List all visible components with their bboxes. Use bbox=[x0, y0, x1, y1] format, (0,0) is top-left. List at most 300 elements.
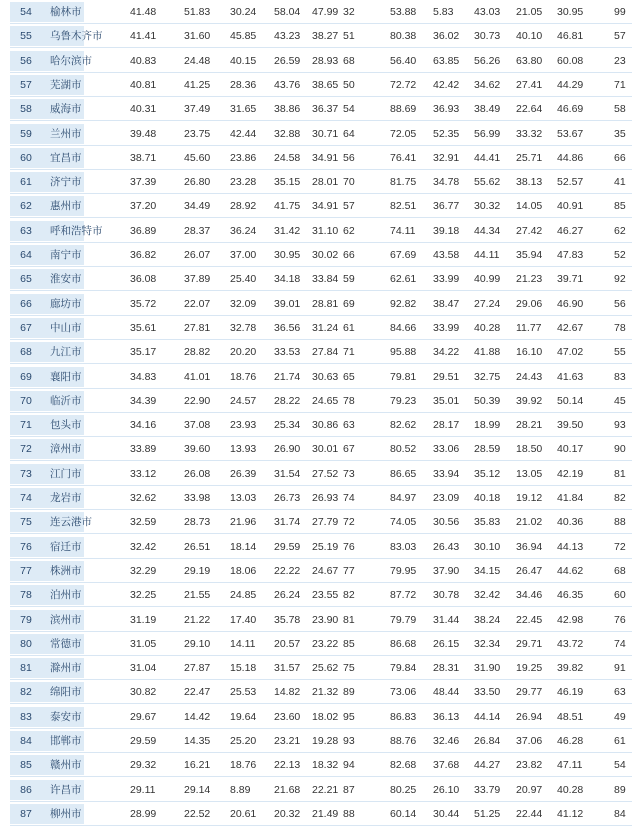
value-cell: 36.13 bbox=[433, 710, 460, 723]
value-cell: 32.09 bbox=[230, 297, 257, 310]
table-row bbox=[0, 486, 640, 510]
value-cell: 63.85 bbox=[433, 54, 460, 67]
table-row bbox=[0, 267, 640, 291]
value-cell: 38.86 bbox=[274, 103, 301, 116]
table-row bbox=[0, 437, 640, 461]
value-cell: 74.11 bbox=[390, 224, 416, 237]
table-row bbox=[0, 365, 640, 389]
city-cell: 柳州市 bbox=[50, 807, 82, 820]
city-cell: 榆林市 bbox=[50, 6, 82, 18]
value-cell: 81 bbox=[343, 613, 355, 626]
rank-cell: 55 bbox=[20, 30, 32, 43]
value-cell: 30.95 bbox=[557, 6, 584, 18]
rank-cell: 68 bbox=[20, 346, 32, 359]
value-cell: 33.12 bbox=[130, 467, 157, 480]
rank-cell: 59 bbox=[20, 127, 32, 140]
value-cell: 43.58 bbox=[433, 249, 460, 261]
value-cell: 46.28 bbox=[557, 735, 584, 747]
value-cell: 48.51 bbox=[557, 710, 584, 723]
city-cell: 惠州市 bbox=[50, 200, 82, 213]
value-cell: 42.42 bbox=[433, 78, 460, 91]
city-cell: 漳州市 bbox=[50, 443, 82, 456]
value-cell: 38.47 bbox=[433, 297, 460, 310]
rank-cell: 72 bbox=[20, 443, 32, 456]
value-cell: 89 bbox=[614, 783, 626, 796]
value-cell: 51.25 bbox=[474, 807, 501, 820]
value-cell: 94 bbox=[343, 759, 355, 772]
value-cell: 30.56 bbox=[433, 516, 460, 529]
value-cell: 44.13 bbox=[557, 540, 584, 553]
value-cell: 40.91 bbox=[557, 200, 584, 213]
value-cell: 36.24 bbox=[230, 224, 257, 237]
value-cell: 85 bbox=[614, 200, 626, 213]
value-cell: 28.17 bbox=[433, 419, 460, 432]
value-cell: 82.51 bbox=[390, 200, 417, 213]
city-cell: 乌鲁木齐市 bbox=[50, 30, 103, 43]
value-cell: 21.49 bbox=[312, 807, 339, 820]
city-cell: 龙岩市 bbox=[50, 492, 82, 504]
value-cell: 80.52 bbox=[390, 443, 417, 456]
value-cell: 17.40 bbox=[230, 613, 257, 626]
value-cell: 37.39 bbox=[130, 176, 157, 189]
value-cell: 71 bbox=[343, 346, 355, 359]
value-cell: 29.11 bbox=[130, 783, 156, 796]
value-cell: 44.27 bbox=[474, 759, 501, 772]
value-cell: 46.35 bbox=[557, 589, 584, 602]
value-cell: 22.47 bbox=[184, 686, 211, 699]
rank-cell: 85 bbox=[20, 759, 32, 772]
value-cell: 27.52 bbox=[312, 467, 339, 480]
value-cell: 33.99 bbox=[433, 321, 460, 334]
value-cell: 60.08 bbox=[557, 54, 584, 67]
value-cell: 41.48 bbox=[130, 6, 157, 18]
table-row bbox=[0, 535, 640, 559]
value-cell: 23.93 bbox=[230, 419, 257, 432]
value-cell: 54 bbox=[614, 759, 626, 772]
value-cell: 34.46 bbox=[516, 589, 543, 602]
value-cell: 72.05 bbox=[390, 127, 417, 140]
value-cell: 22.22 bbox=[274, 564, 301, 577]
value-cell: 41.01 bbox=[184, 370, 211, 383]
table-row bbox=[0, 462, 640, 486]
rank-cell: 81 bbox=[20, 662, 32, 675]
table-row bbox=[0, 608, 640, 632]
value-cell: 20.57 bbox=[274, 637, 301, 650]
value-cell: 70 bbox=[343, 176, 355, 189]
value-cell: 81 bbox=[614, 467, 626, 480]
value-cell: 28.99 bbox=[130, 807, 157, 820]
value-cell: 78 bbox=[343, 394, 355, 407]
rank-cell: 74 bbox=[20, 492, 32, 504]
value-cell: 24.58 bbox=[274, 151, 301, 164]
value-cell: 11.77 bbox=[516, 321, 542, 334]
value-cell: 27.87 bbox=[184, 662, 211, 675]
value-cell: 23.82 bbox=[516, 759, 543, 772]
value-cell: 51 bbox=[343, 30, 355, 43]
value-cell: 48.44 bbox=[433, 686, 460, 699]
value-cell: 14.42 bbox=[184, 710, 211, 723]
rank-cell: 66 bbox=[20, 297, 32, 310]
value-cell: 30.78 bbox=[433, 589, 460, 602]
value-cell: 32.75 bbox=[474, 370, 501, 383]
value-cell: 18.14 bbox=[230, 540, 257, 553]
value-cell: 71 bbox=[614, 78, 626, 91]
value-cell: 41.41 bbox=[130, 30, 157, 43]
value-cell: 88 bbox=[614, 516, 626, 529]
value-cell: 36.56 bbox=[274, 321, 301, 334]
rank-cell: 61 bbox=[20, 176, 32, 189]
city-cell: 宿迁市 bbox=[50, 540, 82, 553]
rank-cell: 87 bbox=[20, 807, 32, 820]
value-cell: 40.28 bbox=[557, 783, 584, 796]
value-cell: 61 bbox=[343, 321, 355, 334]
value-cell: 22.07 bbox=[184, 297, 211, 310]
value-cell: 22.52 bbox=[184, 807, 211, 820]
value-cell: 74 bbox=[343, 492, 355, 504]
value-cell: 38.65 bbox=[312, 78, 339, 91]
value-cell: 51.83 bbox=[184, 6, 211, 18]
value-cell: 26.10 bbox=[433, 783, 460, 796]
value-cell: 14.11 bbox=[230, 637, 256, 650]
value-cell: 28.21 bbox=[516, 419, 543, 432]
table-row bbox=[0, 24, 640, 48]
value-cell: 76.41 bbox=[390, 151, 417, 164]
value-cell: 79.23 bbox=[390, 394, 417, 407]
value-cell: 52.35 bbox=[433, 127, 460, 140]
value-cell: 69 bbox=[343, 297, 355, 310]
value-cell: 26.73 bbox=[274, 492, 301, 504]
value-cell: 38.27 bbox=[312, 30, 339, 43]
value-cell: 40.31 bbox=[130, 103, 157, 116]
value-cell: 40.28 bbox=[474, 321, 501, 334]
value-cell: 60.14 bbox=[390, 807, 417, 820]
table-row bbox=[0, 583, 640, 607]
value-cell: 18.76 bbox=[230, 370, 257, 383]
value-cell: 31.54 bbox=[274, 467, 301, 480]
value-cell: 44.34 bbox=[474, 224, 501, 237]
value-cell: 46.90 bbox=[557, 297, 584, 310]
value-cell: 30.86 bbox=[312, 419, 339, 432]
value-cell: 39.50 bbox=[557, 419, 584, 432]
value-cell: 34.91 bbox=[312, 200, 339, 213]
value-cell: 42.44 bbox=[230, 127, 257, 140]
city-cell: 临沂市 bbox=[50, 394, 82, 407]
value-cell: 30.73 bbox=[474, 30, 501, 43]
value-cell: 45 bbox=[614, 394, 626, 407]
value-cell: 41.12 bbox=[557, 807, 584, 820]
value-cell: 34.83 bbox=[130, 370, 157, 383]
value-cell: 44.14 bbox=[474, 710, 501, 723]
value-cell: 40.99 bbox=[474, 273, 501, 286]
value-cell: 34.16 bbox=[130, 419, 157, 432]
value-cell: 34.78 bbox=[433, 176, 460, 189]
value-cell: 43.76 bbox=[274, 78, 301, 91]
table-row bbox=[0, 49, 640, 73]
value-cell: 24.48 bbox=[184, 54, 211, 67]
value-cell: 80.38 bbox=[390, 30, 417, 43]
value-cell: 21.02 bbox=[516, 516, 543, 529]
value-cell: 26.59 bbox=[274, 54, 301, 67]
value-cell: 20.97 bbox=[516, 783, 543, 796]
value-cell: 23.55 bbox=[312, 589, 339, 602]
value-cell: 26.39 bbox=[230, 467, 257, 480]
value-cell: 30.01 bbox=[312, 443, 339, 456]
value-cell: 87.72 bbox=[390, 589, 417, 602]
value-cell: 56.99 bbox=[474, 127, 501, 140]
value-cell: 37.00 bbox=[230, 249, 257, 261]
value-cell: 83.03 bbox=[390, 540, 417, 553]
value-cell: 14.82 bbox=[274, 686, 301, 699]
value-cell: 18.50 bbox=[516, 443, 543, 456]
value-cell: 80.25 bbox=[390, 783, 417, 796]
city-cell: 淮安市 bbox=[50, 273, 82, 286]
table-row bbox=[0, 778, 640, 802]
value-cell: 15.18 bbox=[230, 662, 257, 675]
value-cell: 28.73 bbox=[184, 516, 211, 529]
value-cell: 23.60 bbox=[274, 710, 301, 723]
value-cell: 14.05 bbox=[516, 200, 543, 213]
rank-cell: 77 bbox=[20, 564, 32, 577]
value-cell: 67.69 bbox=[390, 249, 417, 261]
value-cell: 28.31 bbox=[433, 662, 460, 675]
value-cell: 39.01 bbox=[274, 297, 301, 310]
value-cell: 30.10 bbox=[474, 540, 501, 553]
value-cell: 34.18 bbox=[274, 273, 301, 286]
value-cell: 35.78 bbox=[274, 613, 301, 626]
value-cell: 62.61 bbox=[390, 273, 417, 286]
value-cell: 8.89 bbox=[230, 783, 251, 796]
rank-cell: 71 bbox=[20, 419, 32, 432]
value-cell: 40.17 bbox=[557, 443, 584, 456]
value-cell: 23.21 bbox=[274, 735, 301, 747]
value-cell: 31.90 bbox=[474, 662, 501, 675]
value-cell: 28.36 bbox=[230, 78, 257, 91]
value-cell: 31.04 bbox=[130, 662, 157, 675]
value-cell: 5.83 bbox=[433, 6, 454, 18]
value-cell: 32 bbox=[343, 6, 355, 18]
rank-cell: 64 bbox=[20, 249, 32, 261]
value-cell: 99 bbox=[614, 6, 626, 18]
value-cell: 22.21 bbox=[312, 783, 339, 796]
rank-cell: 65 bbox=[20, 273, 32, 286]
table-row bbox=[0, 802, 640, 826]
value-cell: 33.53 bbox=[274, 346, 301, 359]
value-cell: 22.64 bbox=[516, 103, 543, 116]
city-cell: 包头市 bbox=[50, 419, 82, 432]
value-cell: 55 bbox=[614, 346, 626, 359]
value-cell: 18.02 bbox=[312, 710, 339, 723]
city-cell: 九江市 bbox=[50, 346, 82, 359]
value-cell: 86.83 bbox=[390, 710, 417, 723]
value-cell: 29.67 bbox=[130, 710, 157, 723]
value-cell: 90 bbox=[614, 443, 626, 456]
value-cell: 37.08 bbox=[184, 419, 211, 432]
value-cell: 32.62 bbox=[130, 492, 157, 504]
value-cell: 82.68 bbox=[390, 759, 417, 772]
value-cell: 18.06 bbox=[230, 564, 257, 577]
value-cell: 44.29 bbox=[557, 78, 584, 91]
value-cell: 35.17 bbox=[130, 346, 157, 359]
value-cell: 29.51 bbox=[433, 370, 460, 383]
rank-cell: 76 bbox=[20, 540, 32, 553]
value-cell: 27.24 bbox=[474, 297, 501, 310]
value-cell: 72 bbox=[343, 516, 355, 529]
table-row bbox=[0, 705, 640, 729]
value-cell: 22.90 bbox=[184, 394, 211, 407]
table-row bbox=[0, 219, 640, 243]
value-cell: 31.24 bbox=[312, 321, 339, 334]
value-cell: 28.82 bbox=[184, 346, 211, 359]
value-cell: 42.19 bbox=[557, 467, 584, 480]
value-cell: 95.88 bbox=[390, 346, 417, 359]
value-cell: 28.92 bbox=[230, 200, 257, 213]
value-cell: 27.42 bbox=[516, 224, 543, 237]
value-cell: 34.49 bbox=[184, 200, 211, 213]
value-cell: 24.67 bbox=[312, 564, 339, 577]
value-cell: 34.39 bbox=[130, 394, 157, 407]
value-cell: 92.82 bbox=[390, 297, 417, 310]
value-cell: 74 bbox=[614, 637, 626, 650]
value-cell: 33.89 bbox=[130, 443, 157, 456]
city-cell: 中山市 bbox=[50, 321, 82, 334]
value-cell: 47.11 bbox=[557, 759, 583, 772]
value-cell: 26.84 bbox=[474, 735, 501, 747]
value-cell: 57 bbox=[614, 30, 626, 43]
value-cell: 41.75 bbox=[274, 200, 301, 213]
value-cell: 24.85 bbox=[230, 589, 257, 602]
value-cell: 84.66 bbox=[390, 321, 417, 334]
value-cell: 38.49 bbox=[474, 103, 501, 116]
value-cell: 82.62 bbox=[390, 419, 417, 432]
value-cell: 72 bbox=[614, 540, 626, 553]
value-cell: 21.22 bbox=[184, 613, 211, 626]
value-cell: 16.10 bbox=[516, 346, 543, 359]
value-cell: 32.29 bbox=[130, 564, 157, 577]
value-cell: 36.93 bbox=[433, 103, 460, 116]
value-cell: 85 bbox=[343, 637, 355, 650]
value-cell: 61 bbox=[614, 735, 626, 747]
city-cell: 许昌市 bbox=[50, 783, 82, 796]
value-cell: 46.27 bbox=[557, 224, 584, 237]
value-cell: 20.32 bbox=[274, 807, 301, 820]
value-cell: 86.68 bbox=[390, 637, 417, 650]
rank-cell: 69 bbox=[20, 370, 32, 383]
value-cell: 23 bbox=[614, 54, 626, 67]
value-cell: 21.55 bbox=[184, 589, 211, 602]
value-cell: 29.77 bbox=[516, 686, 543, 699]
value-cell: 41.63 bbox=[557, 370, 584, 383]
value-cell: 87 bbox=[343, 783, 355, 796]
value-cell: 26.94 bbox=[516, 710, 543, 723]
value-cell: 34.22 bbox=[433, 346, 460, 359]
value-cell: 26.51 bbox=[184, 540, 211, 553]
value-cell: 78 bbox=[614, 321, 626, 334]
value-cell: 75 bbox=[343, 662, 355, 675]
value-cell: 39.92 bbox=[516, 394, 543, 407]
value-cell: 79.81 bbox=[390, 370, 417, 383]
value-cell: 31.74 bbox=[274, 516, 301, 529]
value-cell: 38.13 bbox=[516, 176, 543, 189]
value-cell: 46.19 bbox=[557, 686, 584, 699]
value-cell: 31.10 bbox=[312, 224, 339, 237]
value-cell: 32.59 bbox=[130, 516, 157, 529]
value-cell: 18.99 bbox=[474, 419, 501, 432]
value-cell: 28.93 bbox=[312, 54, 339, 67]
value-cell: 21.05 bbox=[516, 6, 543, 18]
rank-cell: 82 bbox=[20, 686, 32, 699]
rank-cell: 57 bbox=[20, 78, 32, 91]
value-cell: 50 bbox=[343, 78, 355, 91]
value-cell: 35.83 bbox=[474, 516, 501, 529]
rank-cell: 78 bbox=[20, 589, 32, 602]
value-cell: 33.06 bbox=[433, 443, 460, 456]
value-cell: 36.82 bbox=[130, 249, 157, 261]
value-cell: 58.04 bbox=[274, 6, 301, 18]
value-cell: 27.79 bbox=[312, 516, 339, 529]
value-cell: 34.62 bbox=[474, 78, 501, 91]
value-cell: 31.05 bbox=[130, 637, 157, 650]
value-cell: 65 bbox=[343, 370, 355, 383]
value-cell: 19.25 bbox=[516, 662, 543, 675]
value-cell: 63 bbox=[614, 686, 626, 699]
value-cell: 40.36 bbox=[557, 516, 584, 529]
value-cell: 30.82 bbox=[130, 686, 157, 699]
value-cell: 35.94 bbox=[516, 249, 543, 261]
value-cell: 63 bbox=[343, 419, 355, 432]
value-cell: 56 bbox=[614, 297, 626, 310]
value-cell: 25.20 bbox=[230, 735, 257, 747]
rank-cell: 86 bbox=[20, 783, 32, 796]
city-cell: 襄阳市 bbox=[50, 370, 82, 383]
value-cell: 93 bbox=[614, 419, 626, 432]
value-cell: 25.40 bbox=[230, 273, 257, 286]
value-cell: 26.07 bbox=[184, 249, 211, 261]
value-cell: 21.32 bbox=[312, 686, 339, 699]
value-cell: 26.24 bbox=[274, 589, 301, 602]
value-cell: 32.42 bbox=[130, 540, 157, 553]
value-cell: 26.15 bbox=[433, 637, 460, 650]
value-cell: 32.25 bbox=[130, 589, 157, 602]
value-cell: 34.91 bbox=[312, 151, 339, 164]
value-cell: 59 bbox=[343, 273, 355, 286]
value-cell: 43.72 bbox=[557, 637, 584, 650]
value-cell: 23.75 bbox=[184, 127, 211, 140]
value-cell: 31.19 bbox=[130, 613, 157, 626]
value-cell: 32.46 bbox=[433, 735, 460, 747]
city-cell: 江门市 bbox=[50, 467, 82, 480]
value-cell: 33.79 bbox=[474, 783, 501, 796]
value-cell: 30.32 bbox=[474, 200, 501, 213]
value-cell: 28.22 bbox=[274, 394, 301, 407]
rank-cell: 84 bbox=[20, 735, 32, 747]
value-cell: 55.62 bbox=[474, 176, 501, 189]
city-cell: 滁州市 bbox=[50, 662, 82, 675]
value-cell: 52 bbox=[614, 249, 626, 261]
value-cell: 36.08 bbox=[130, 273, 157, 286]
value-cell: 18.76 bbox=[230, 759, 257, 772]
value-cell: 30.71 bbox=[312, 127, 339, 140]
value-cell: 40.15 bbox=[230, 54, 257, 67]
value-cell: 82 bbox=[343, 589, 355, 602]
value-cell: 27.81 bbox=[184, 321, 211, 334]
value-cell: 76 bbox=[343, 540, 355, 553]
value-cell: 30.24 bbox=[230, 6, 257, 18]
value-cell: 84.97 bbox=[390, 492, 417, 504]
value-cell: 33.98 bbox=[184, 492, 211, 504]
value-cell: 58 bbox=[614, 103, 626, 116]
value-cell: 22.44 bbox=[516, 807, 543, 820]
value-cell: 37.20 bbox=[130, 200, 157, 213]
